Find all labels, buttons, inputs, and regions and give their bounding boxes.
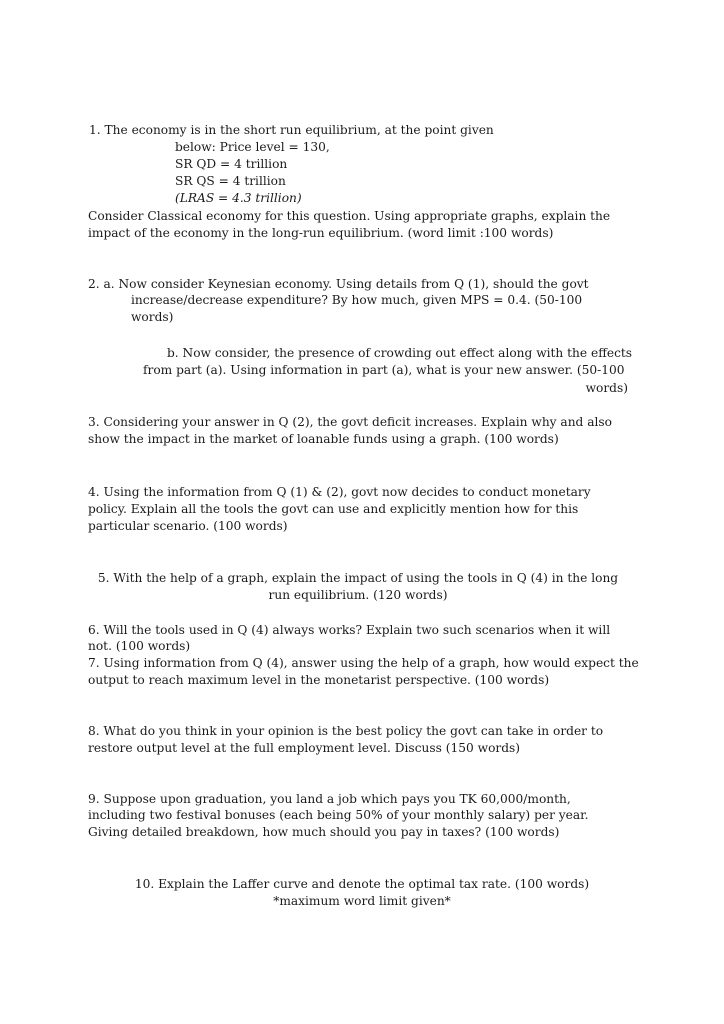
q2a-line-1: 2. a. Now consider Keynesian economy. Using details from Q (1), should the govt [88,277,589,291]
q1-line-7: impact of the economy in the long-run equilibrium. (word limit :100 words) [88,226,554,240]
q1-line-6: Consider Classical economy for this question. Using appropriate graphs, explain the [88,209,611,223]
q7-line-1: 7. Using information from Q (4), answer using the help of a graph, how would expect the [88,656,639,670]
q2b-line-2: from part (a). Using information in part (a), what is your new answer. (50-100 [143,363,625,377]
q4-line-3: particular scenario. (100 words) [88,519,288,533]
q8-line-1: 8. What do you think in your opinion is the best policy the govt can take in order to [88,724,604,738]
q9-line-3: Giving detailed breakdown, how much should you pay in taxes? (100 words) [88,825,560,839]
q7-line-2: output to reach maximum level in the monetarist perspective. (100 words) [88,673,550,687]
q3-line-2: show the impact in the market of loanable funds using a graph. (100 words) [88,432,559,446]
q1-line-4: SR QS = 4 trillion [175,174,286,188]
q2b-line-1: b. Now consider, the presence of crowding out effect along with the effects [167,346,633,360]
q9-line-1: 9. Suppose upon graduation, you land a job which pays you TK 60,000/month, [88,792,571,806]
q6-line-1: 6. Will the tools used in Q (4) always works? Explain two such scenarios when it will [88,623,611,637]
q1-line-1: 1. The economy is in the short run equilibrium, at the point given [89,123,494,137]
q2a-line-3: words) [131,310,174,324]
q4-line-2: policy. Explain all the tools the govt can use and explicitly mention how for this [88,502,579,516]
q4-line-1: 4. Using the information from Q (1) & (2), govt now decides to conduct monetary [88,485,591,499]
q5-line-1: 5. With the help of a graph, explain the impact of using the tools in Q (4) in the long [97,571,619,585]
q3-line-1: 3. Considering your answer in Q (2), the govt deficit increases. Explain why and also [88,415,612,429]
word-limit-note: *maximum word limit given* [273,894,451,908]
q6-line-2: not. (100 words) [88,639,191,653]
q1-line-3: SR QD = 4 trillion [175,157,288,171]
q2b-line-3: words) [585,381,628,395]
q10-line-1: 10. Explain the Laffer curve and denote the optimal tax rate. (100 words) [134,877,590,891]
q5-line-2: run equilibrium. (120 words) [268,588,448,602]
q1-line-2: below: Price level = 130, [175,140,330,154]
q9-line-2: including two festival bonuses (each being 50% of your monthly salary) per year. [88,808,589,822]
q1-line-5: (LRAS = 4.3 trillion) [175,191,302,205]
q8-line-2: restore output level at the full employment level. Discuss (150 words) [88,741,521,755]
q2a-line-2: increase/decrease expenditure? By how much, given MPS = 0.4. (50-100 [131,293,583,307]
